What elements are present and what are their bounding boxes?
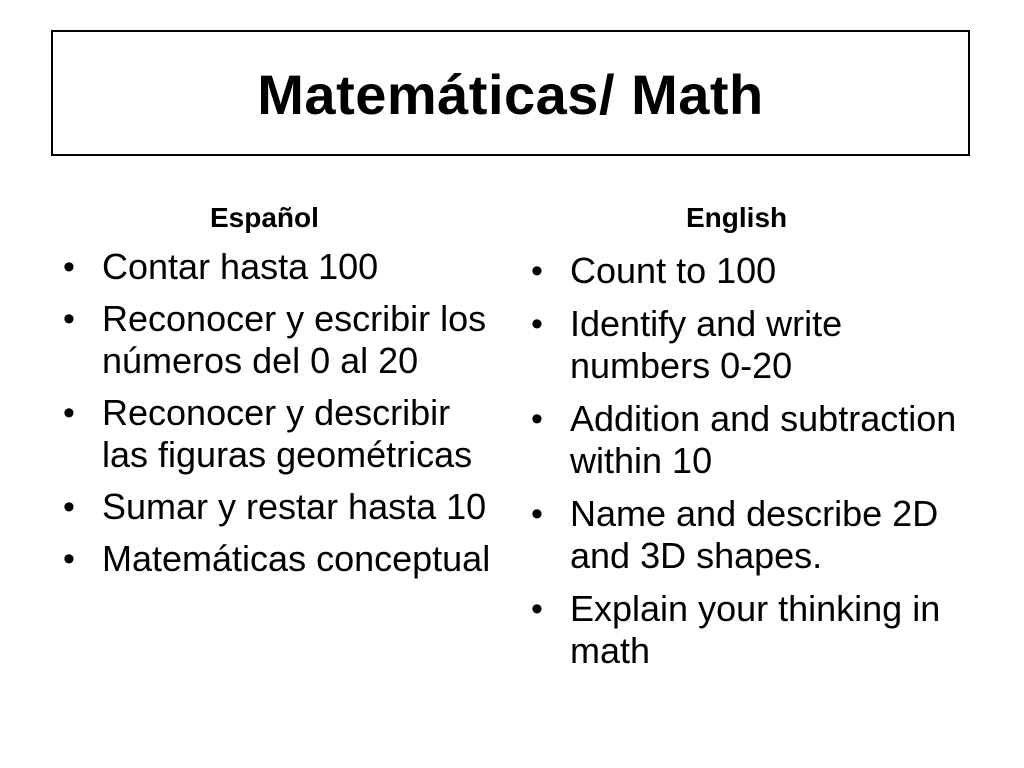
english-list: [526, 250, 966, 672]
bullet-icon: •: [531, 252, 543, 290]
spanish-heading: Español: [210, 202, 319, 233]
list-item: [58, 246, 498, 288]
list-item-text: Contar hasta 100: [102, 246, 379, 287]
list-item-text: Sumar y restar hasta 10: [102, 486, 487, 527]
list-item-text: Addition and subtraction within 10: [570, 398, 957, 481]
bullet-icon: •: [63, 300, 75, 338]
list-item: [58, 392, 498, 476]
english-heading: English: [686, 202, 788, 233]
list-item: [526, 493, 966, 577]
title-box: [51, 30, 970, 156]
bullet-icon: •: [63, 488, 75, 526]
spanish-column: [58, 196, 498, 590]
list-item-text: Name and describe 2D and 3D shapes.: [570, 493, 939, 576]
list-item: [526, 588, 966, 672]
list-item: [526, 303, 966, 387]
list-item: [526, 250, 966, 292]
list-item: [58, 486, 498, 528]
list-item-text: Identify and write numbers 0-20: [570, 303, 843, 386]
bullet-icon: •: [63, 248, 75, 286]
english-column: [526, 196, 966, 683]
list-item: [526, 398, 966, 482]
bullet-icon: •: [63, 394, 75, 432]
bullet-icon: •: [531, 590, 543, 628]
list-item-text: Reconocer y describir las figuras geométricas: [102, 392, 473, 475]
list-item-text: Reconocer y escribir los números del 0 al 20: [102, 298, 487, 381]
slide-title: Matemáticas/ Math: [257, 63, 764, 126]
list-item: [58, 538, 498, 580]
list-item-text: Matemáticas conceptual: [102, 538, 491, 579]
list-item-text: Explain your thinking in math: [570, 588, 941, 671]
list-item: [58, 298, 498, 382]
spanish-list: [58, 246, 498, 580]
bullet-icon: •: [531, 400, 543, 438]
bullet-icon: •: [531, 305, 543, 343]
bullet-icon: •: [531, 495, 543, 533]
bullet-icon: •: [63, 540, 75, 578]
list-item-text: Count to 100: [570, 250, 777, 291]
